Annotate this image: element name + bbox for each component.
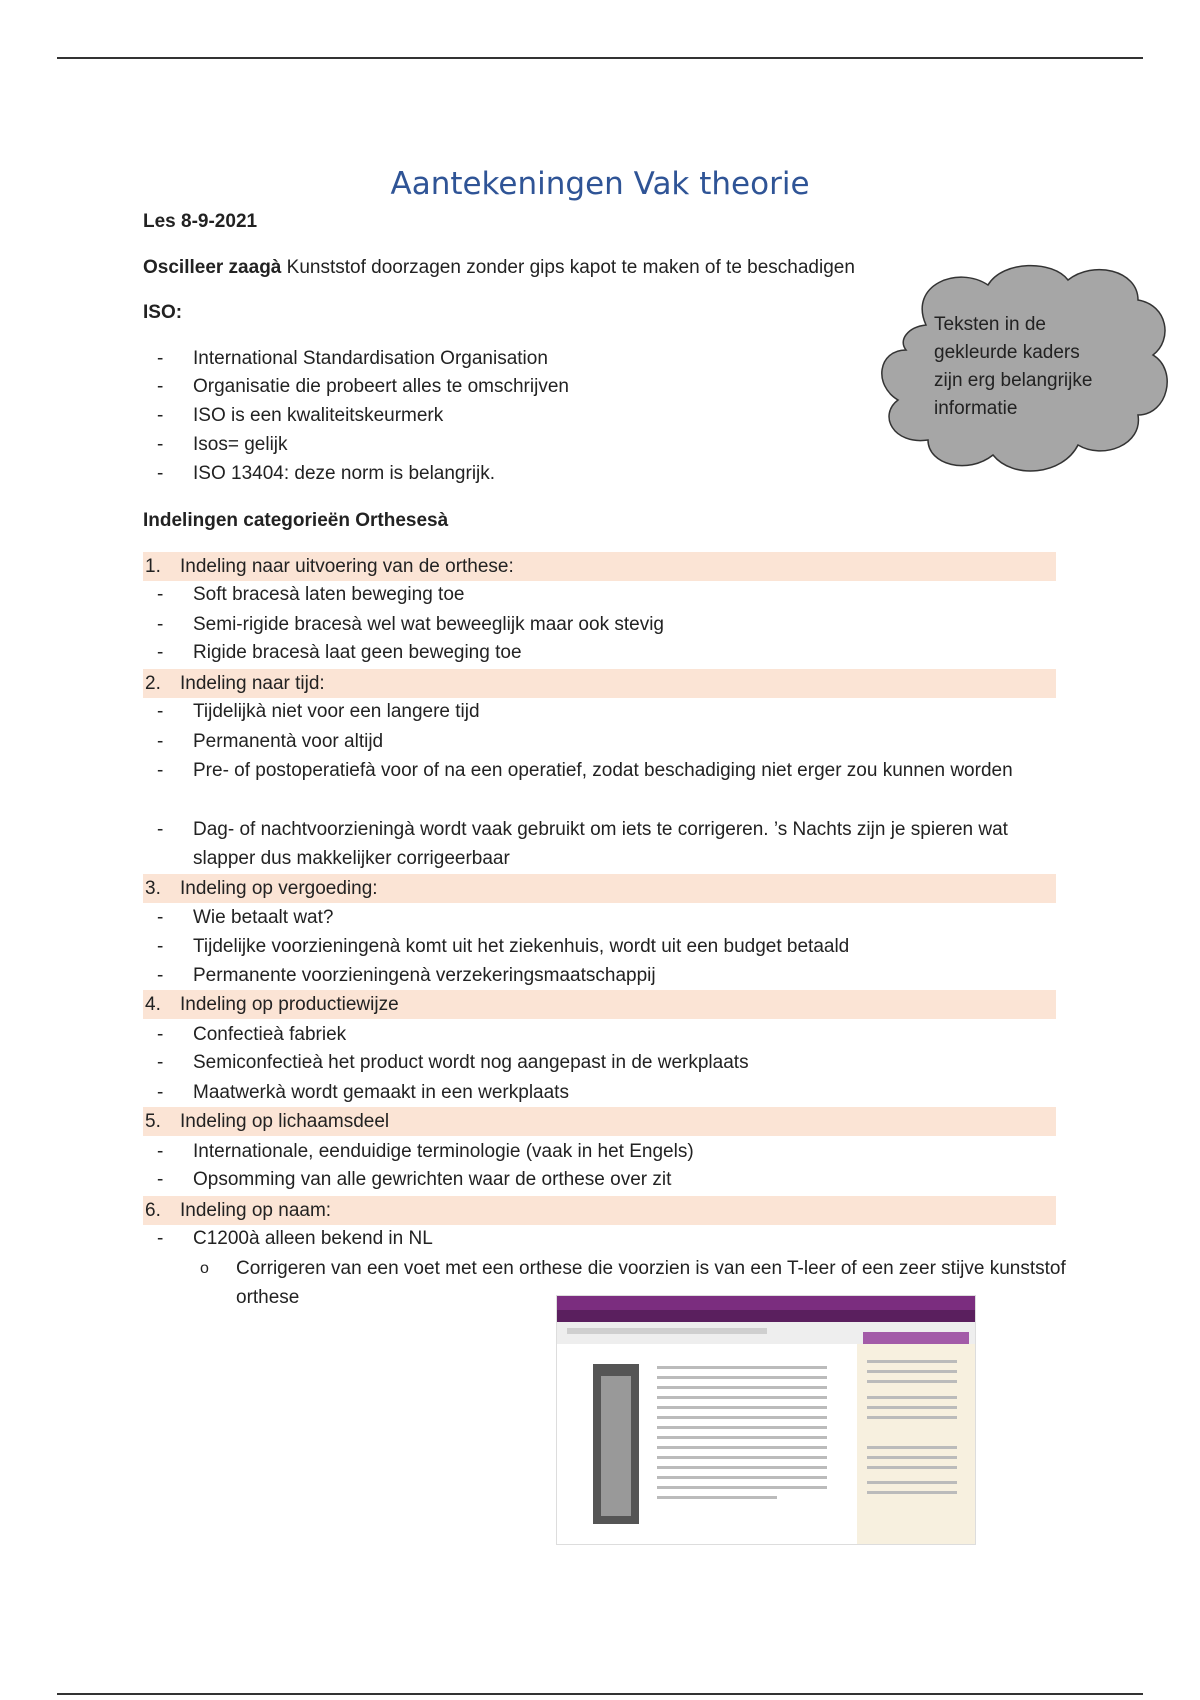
category-item-text: Opsomming van alle gewrichten waar de orthese over zit bbox=[193, 1169, 672, 1190]
top-rule bbox=[57, 57, 1143, 59]
embedded-screenshot-icon bbox=[556, 1295, 976, 1545]
category-item-text: Permanentà voor altijd bbox=[193, 731, 384, 752]
category-label: Indeling naar uitvoering van de orthese: bbox=[180, 556, 514, 577]
category-label: Indeling op naam: bbox=[180, 1200, 332, 1221]
category-item-text: Confectieà fabriek bbox=[193, 1024, 347, 1045]
category-heading bbox=[143, 874, 1056, 903]
category-item-text: Soft bracesà laten beweging toe bbox=[193, 584, 465, 605]
oscilleer-line bbox=[143, 253, 855, 282]
category-number: 4. bbox=[145, 994, 161, 1015]
category-subitem-text: Corrigeren van een voet met een orthese die voorzien is van een T-leer of een zeer stijve kunststof orthese bbox=[236, 1258, 1066, 1308]
category-label: Indeling op vergoeding: bbox=[180, 878, 378, 899]
category-item-text: Internationale, eenduidige terminologie (vaak in het Engels) bbox=[193, 1141, 694, 1162]
category-item-text: Pre- of postoperatiefà voor of na een operatief, zodat beschadiging niet erger zou kunnen worden bbox=[193, 760, 1013, 781]
category-heading bbox=[143, 1107, 1056, 1136]
callout-line: zijn erg belangrijke bbox=[934, 370, 1093, 391]
bottom-rule bbox=[57, 1693, 1143, 1695]
category-item-text: Tijdelijkà niet voor een langere tijd bbox=[193, 701, 480, 722]
document-title: Aantekeningen Vak theorie bbox=[390, 166, 810, 202]
category-item-text: Permanente voorzieningenà verzekeringsmaatschappij bbox=[193, 965, 656, 986]
callout-line: gekleurde kaders bbox=[934, 342, 1080, 363]
category-number: 2. bbox=[145, 673, 161, 694]
iso-item-text: Organisatie die probeert alles te omschrijven bbox=[193, 376, 569, 397]
screenshot-graphic bbox=[557, 1296, 975, 1544]
callout-cloud bbox=[868, 255, 1178, 485]
category-label: Indeling op productiewijze bbox=[180, 994, 399, 1015]
category-label: Indeling op lichaamsdeel bbox=[180, 1111, 390, 1132]
callout-line: Teksten in de bbox=[934, 314, 1046, 335]
category-number: 1. bbox=[145, 556, 161, 577]
category-heading bbox=[143, 669, 1056, 698]
iso-label: ISO: bbox=[143, 302, 183, 323]
category-heading bbox=[143, 552, 1056, 581]
category-heading bbox=[143, 990, 1056, 1019]
category-item-text: Semiconfectieà het product wordt nog aangepast in de werkplaats bbox=[193, 1052, 749, 1073]
categories-heading: Indelingen categorieën Orthesesà bbox=[143, 510, 449, 531]
category-number: 3. bbox=[145, 878, 161, 899]
iso-item-text: Isos= gelijk bbox=[193, 434, 288, 455]
oscilleer-term: Oscilleer zaagà bbox=[143, 257, 282, 278]
category-item-text: Wie betaalt wat? bbox=[193, 907, 334, 928]
iso-item-text: ISO 13404: deze norm is belangrijk. bbox=[193, 463, 496, 484]
category-item-text: Dag- of nachtvoorzieningà wordt vaak gebruikt om iets te corrigeren. ’s Nachts zijn je spieren wat slapper dus makkelijker corrigeerbaar bbox=[193, 819, 1008, 869]
callout-text bbox=[934, 311, 1134, 423]
category-item-text: C1200à alleen bekend in NL bbox=[193, 1228, 433, 1249]
iso-item-text: ISO is een kwaliteitskeurmerk bbox=[193, 405, 444, 426]
category-item-text: Rigide bracesà laat geen beweging toe bbox=[193, 642, 522, 663]
date-line: Les 8-9-2021 bbox=[143, 211, 258, 232]
iso-item-text: International Standardisation Organisation bbox=[193, 348, 548, 369]
category-heading bbox=[143, 1196, 1056, 1225]
category-item-text: Maatwerkà wordt gemaakt in een werkplaats bbox=[193, 1082, 569, 1103]
oscilleer-desc: Kunststof doorzagen zonder gips kapot te maken of te beschadigen bbox=[286, 257, 855, 278]
category-item-text: Tijdelijke voorzieningenà komt uit het ziekenhuis, wordt uit een budget betaald bbox=[193, 936, 850, 957]
category-number: 6. bbox=[145, 1200, 161, 1221]
category-label: Indeling naar tijd: bbox=[180, 673, 325, 694]
category-number: 5. bbox=[145, 1111, 161, 1132]
callout-line: informatie bbox=[934, 398, 1018, 419]
category-item-text: Semi-rigide bracesà wel wat beweeglijk maar ook stevig bbox=[193, 614, 664, 635]
